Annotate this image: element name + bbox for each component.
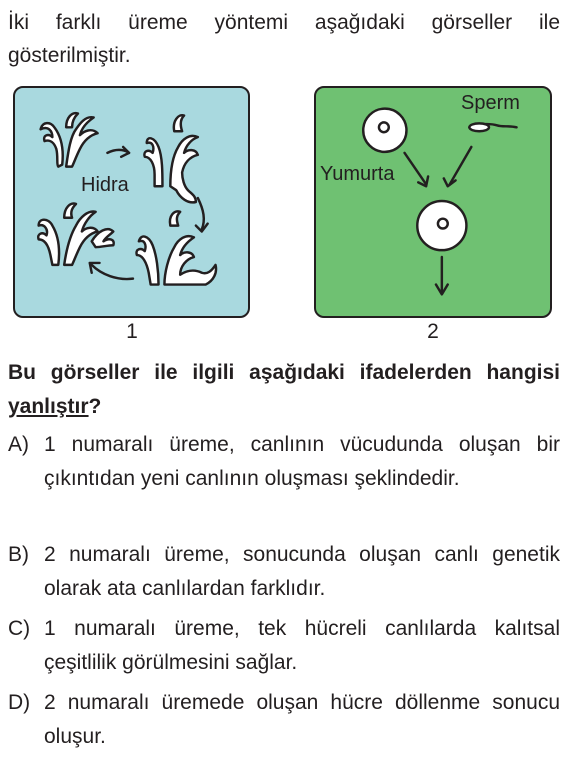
question-text — [8, 356, 560, 424]
option-b[interactable] — [8, 538, 560, 606]
fertilization-illustration — [316, 88, 550, 316]
sperm-label: Sperm — [461, 92, 520, 114]
option-d[interactable] — [8, 686, 560, 754]
figure-2-number: 2 — [427, 320, 439, 343]
option-a-text: 1 numaralı üreme, canlının vücudunda oluşan bir çıkıntıdan yeni canlının oluşması şeklindedir. — [44, 433, 560, 490]
option-d-text: 2 numaralı üremede oluşan hücre döllenme sonucu oluşur. — [44, 691, 560, 748]
option-b-letter: B) — [8, 543, 29, 566]
option-a-letter: A) — [8, 433, 29, 456]
figure-1-hydra-panel — [13, 86, 250, 318]
question-mark: ? — [88, 395, 102, 418]
hydra-budding-illustration — [15, 88, 248, 316]
question-stem: Bu görseller ile ilgili aşağıdaki ifadelerden hangisi — [8, 361, 560, 384]
question-keyword: yanlıştır — [8, 395, 89, 418]
option-c-text: 1 numaralı üreme, tek hücreli canlılarda kalıtsal çeşitlilik görülmesini sağlar. — [44, 617, 560, 674]
figure-2-fertilization-panel — [314, 86, 552, 318]
option-c-letter: C) — [8, 617, 31, 640]
egg-label: Yumurta — [320, 163, 395, 185]
option-d-letter: D) — [8, 691, 31, 714]
figure-1-number: 1 — [126, 320, 138, 343]
option-a[interactable] — [8, 428, 560, 496]
option-b-text: 2 numaralı üreme, sonucunda oluşan canlı genetik olarak ata canlılardan farklıdır. — [44, 543, 560, 600]
option-c[interactable] — [8, 612, 560, 680]
intro-text: İki farklı üreme yöntemi aşağıdaki görseller ile gösterilmiştir. — [8, 11, 560, 67]
hydra-label: Hidra — [81, 174, 129, 196]
